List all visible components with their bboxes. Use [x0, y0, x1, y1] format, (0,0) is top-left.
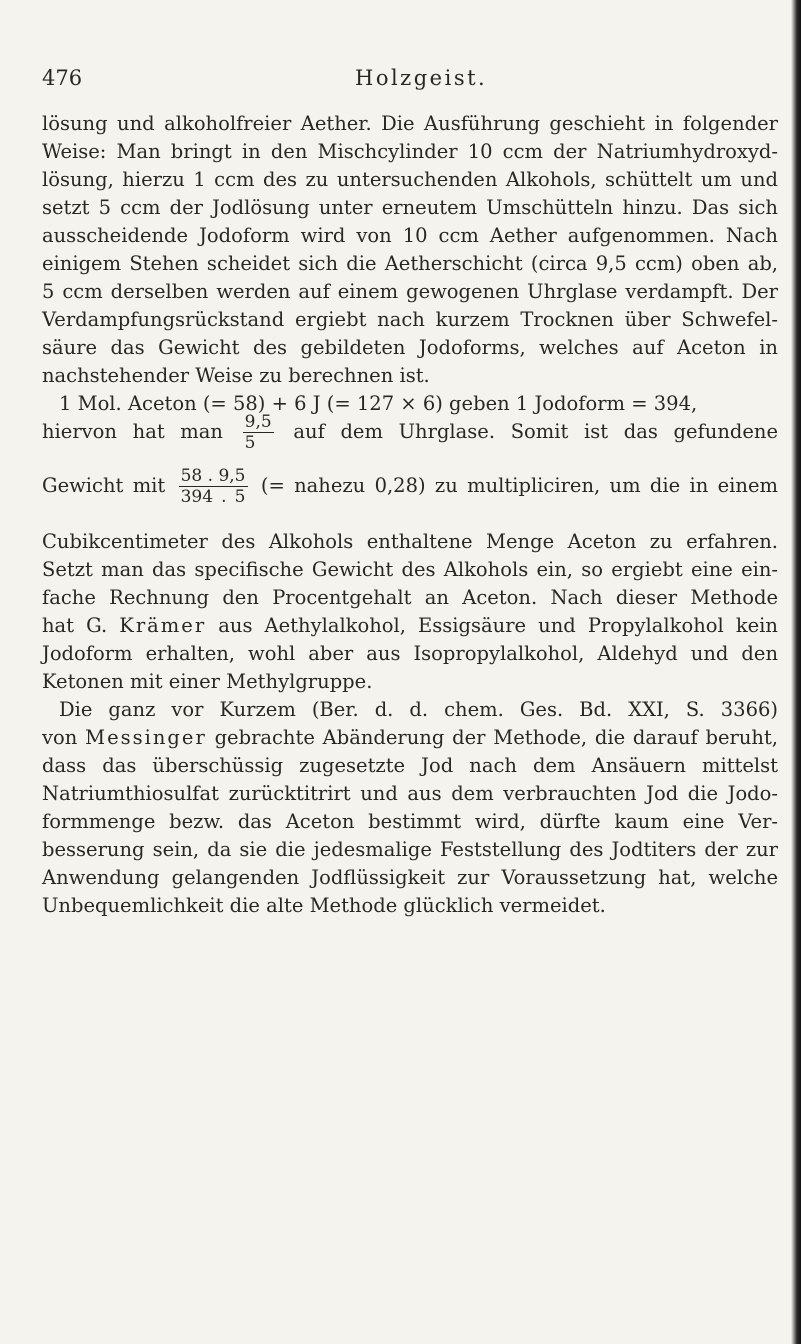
- text-line: Weise: Man bringt in den Mischcylinder 10 ccm der Natriumhydroxyd-: [42, 140, 778, 163]
- text-line: setzt 5 ccm der Jodlösung unter erneutem Umschütteln hinzu. Das sich: [42, 196, 778, 219]
- text-segment: gebrachte Abänderung der Methode, die darauf beruht,: [214, 726, 778, 749]
- text-line: Die ganz vor Kurzem (Ber. d. d. chem. Ges. Bd. XXI, S. 3366): [59, 698, 778, 721]
- author-name-messinger: Messinger: [85, 726, 207, 749]
- text-line: ausscheidende Jodoform wird von 10 ccm Aether aufgenommen. Nach: [42, 224, 778, 247]
- text-line: einigem Stehen scheidet sich die Aetherschicht (circa 9,5 ccm) oben ab,: [42, 252, 778, 275]
- text-line: dass das überschüssig zugesetzte Jod nach dem Ansäuern mittelst: [42, 754, 778, 777]
- text-line: säure das Gewicht des gebildeten Jodoforms, welches auf Aceton in: [42, 336, 778, 359]
- fraction-58-9-5-over-394-5: [179, 465, 248, 507]
- fraction-9-5-over-5: [243, 411, 274, 453]
- text-segment: aus Aethylalkohol, Essigsäure und Propylalkohol kein: [218, 614, 778, 637]
- text-line: Verdampfungsrückstand ergiebt nach kurzem Trocknen über Schwefel-: [42, 308, 778, 331]
- text-segment: von: [42, 726, 78, 749]
- text-line: Cubikcentimeter des Alkohols enthaltene Menge Aceton zu erfahren.: [42, 530, 778, 553]
- fraction-numerator: 9,5: [244, 411, 272, 432]
- text-line: Ketonen mit einer Methylgruppe.: [42, 670, 373, 693]
- page-edge-shadow: [791, 0, 801, 1344]
- text-line: fache Rechnung den Procentgehalt an Aceton. Nach dieser Methode: [42, 586, 778, 609]
- text-line: 1 Mol. Aceton (= 58) + 6 J (= 127 × 6) geben 1 Jodoform = 394,: [59, 392, 698, 415]
- fraction-line-after: auf dem Uhrglase. Somit ist das gefundene: [293, 420, 779, 443]
- text-line: lösung und alkoholfreier Aether. Die Ausführung geschieht in folgender: [42, 112, 778, 135]
- fraction-line-before: Gewicht mit: [42, 474, 166, 497]
- text-line: Unbequemlichkeit die alte Methode glücklich vermeidet.: [42, 894, 606, 917]
- text-line: 5 ccm derselben werden auf einem gewogenen Uhrglase verdampft. Der: [42, 280, 778, 303]
- text-line-kraemer: [42, 614, 778, 638]
- text-line: besserung sein, da sie die jedesmalige Feststellung des Jodtiters der zur: [42, 838, 778, 861]
- fraction-line-after: (= nahezu 0,28) zu multipliciren, um die in einem: [260, 474, 779, 497]
- text-line: nachstehender Weise zu berechnen ist.: [42, 364, 430, 387]
- text-line: Setzt man das specifische Gewicht des Alkohols ein, so ergiebt eine ein-: [42, 558, 778, 581]
- text-line: formmenge bezw. das Aceton bestimmt wird, dürfte kaum eine Ver-: [42, 810, 778, 833]
- text-line-messinger: [42, 726, 778, 750]
- text-line: lösung, hierzu 1 ccm des zu untersuchenden Alkohols, schüttelt um und: [42, 168, 778, 191]
- page-number: 476: [42, 66, 83, 90]
- fraction-line-before: hiervon hat man: [42, 420, 223, 443]
- fraction-line-2: [42, 464, 778, 508]
- author-name-kraemer: Krämer: [119, 614, 207, 637]
- page-header: [42, 66, 772, 96]
- fraction-line-1: [42, 410, 778, 454]
- text-line: Anwendung gelangenden Jodflüssigkeit zur Voraussetzung hat, welche: [42, 866, 778, 889]
- text-line: Jodoform erhalten, wohl aber aus Isopropylalkohol, Aldehyd und den: [42, 642, 778, 665]
- fraction-denominator: 5: [244, 432, 256, 453]
- running-title: Holzgeist.: [355, 66, 488, 90]
- fraction-numerator: 58 . 9,5: [180, 465, 246, 486]
- fraction-denominator: 394 . 5: [180, 486, 246, 507]
- text-line: Natriumthiosulfat zurücktitrirt und aus dem verbrauchten Jod die Jodo-: [42, 782, 778, 805]
- text-segment: hat G.: [42, 614, 108, 637]
